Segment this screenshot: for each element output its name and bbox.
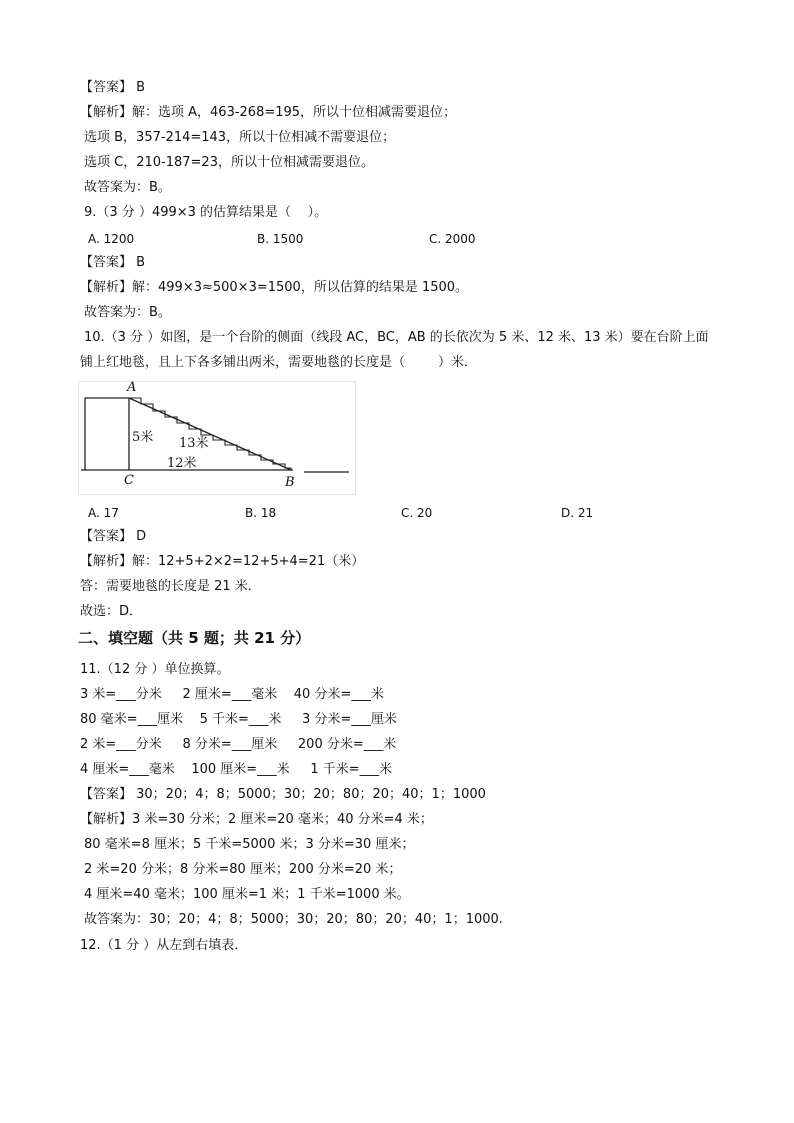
q10-conclusion: 故选：D． [80, 604, 143, 619]
q8-analysis-line-2: 选项 B，357-214=143，所以十位相减不需要退位； [84, 130, 396, 145]
q8-conclusion: 故答案为：B。 [84, 180, 171, 195]
q10-option-d: D. 21 [561, 506, 594, 520]
q11-answer: 【答案】 30；20；4；8；5000；30；20；80；20；40；1；1000 [80, 787, 486, 802]
q9-question: 9.（3 分 ）499×3 的估算结果是（ ）。 [84, 205, 328, 220]
label-length-ab: 13米 [179, 436, 209, 451]
q11-row-4: 4 厘米=___毫米 100 厘米=___米 1 千米=___米 [80, 762, 393, 777]
staircase-diagram [79, 382, 355, 494]
q10-analysis: 【解析】解：12+5+2×2=12+5+4=21（米） [80, 554, 365, 569]
q10-answer: 【答案】 D [80, 529, 147, 544]
q11-analysis-line-2: 80 毫米=8 厘米；5 千米=5000 米；3 分米=30 厘米； [84, 837, 415, 852]
q11-analysis-line-3: 2 米=20 分米；8 分米=80 厘米；200 分米=20 米； [84, 862, 402, 877]
q10-reply: 答：需要地毯的长度是 21 米． [80, 579, 261, 594]
q11-row-1: 3 米=___分米 2 厘米=___毫米 40 分米=___米 [80, 687, 384, 702]
q10-question-line-1: 10.（3 分 ）如图，是一个台阶的侧面（线段 AC，BC，AB 的长依次为 5 米、12 米、13 米）要在台阶上面 [84, 330, 709, 345]
q10-question-line-2: 铺上红地毯，且上下各多铺出两米，需要地毯的长度是（ ）米． [80, 355, 478, 370]
q9-option-b: B. 1500 [257, 232, 304, 246]
q11-question: 11.（12 分 ）单位换算。 [80, 662, 230, 677]
q11-analysis-line-1: 【解析】3 米=30 分米；2 厘米=20 毫米；40 分米=4 米； [80, 812, 433, 827]
q9-analysis: 【解析】解：499×3≈500×3=1500，所以估算的结果是 1500。 [80, 280, 469, 295]
q10-option-a: A. 17 [88, 506, 119, 520]
section-title: 二、填空题（共 5 题；共 21 分） [78, 629, 311, 647]
q10-option-b: B. 18 [245, 506, 277, 520]
left-platform-outline [85, 398, 129, 470]
q11-conclusion: 故答案为：30；20；4；8；5000；30；20；80；20；40；1；1000. [84, 912, 503, 927]
label-point-b: B [285, 475, 295, 490]
q9-option-c: C. 2000 [429, 232, 476, 246]
label-length-bc: 12米 [167, 456, 197, 471]
q11-analysis-line-4: 4 厘米=40 毫米；100 厘米=1 米；1 千米=1000 米。 [84, 887, 410, 902]
label-length-ac: 5米 [132, 430, 154, 445]
q9-conclusion: 故答案为：B。 [84, 305, 171, 320]
q9-option-a: A. 1200 [88, 232, 135, 246]
q12-question: 12.（1 分 ）从左到右填表． [80, 938, 248, 953]
q8-answer: 【答案】 B [80, 80, 146, 95]
label-point-a: A [127, 380, 137, 395]
q9-answer: 【答案】 B [80, 255, 146, 270]
q11-row-2: 80 毫米=___厘米 5 千米=___米 3 分米=___厘米 [80, 712, 397, 727]
q8-analysis-line-3: 选项 C，210-187=23，所以十位相减需要退位。 [84, 155, 374, 170]
q8-analysis-line-1: 【解析】解：选项 A，463-268=195，所以十位相减需要退位； [80, 105, 457, 120]
q10-option-c: C. 20 [401, 506, 433, 520]
staircase-figure [78, 381, 356, 495]
q11-row-3: 2 米=___分米 8 分米=___厘米 200 分米=___米 [80, 737, 397, 752]
label-point-c: C [124, 473, 134, 488]
